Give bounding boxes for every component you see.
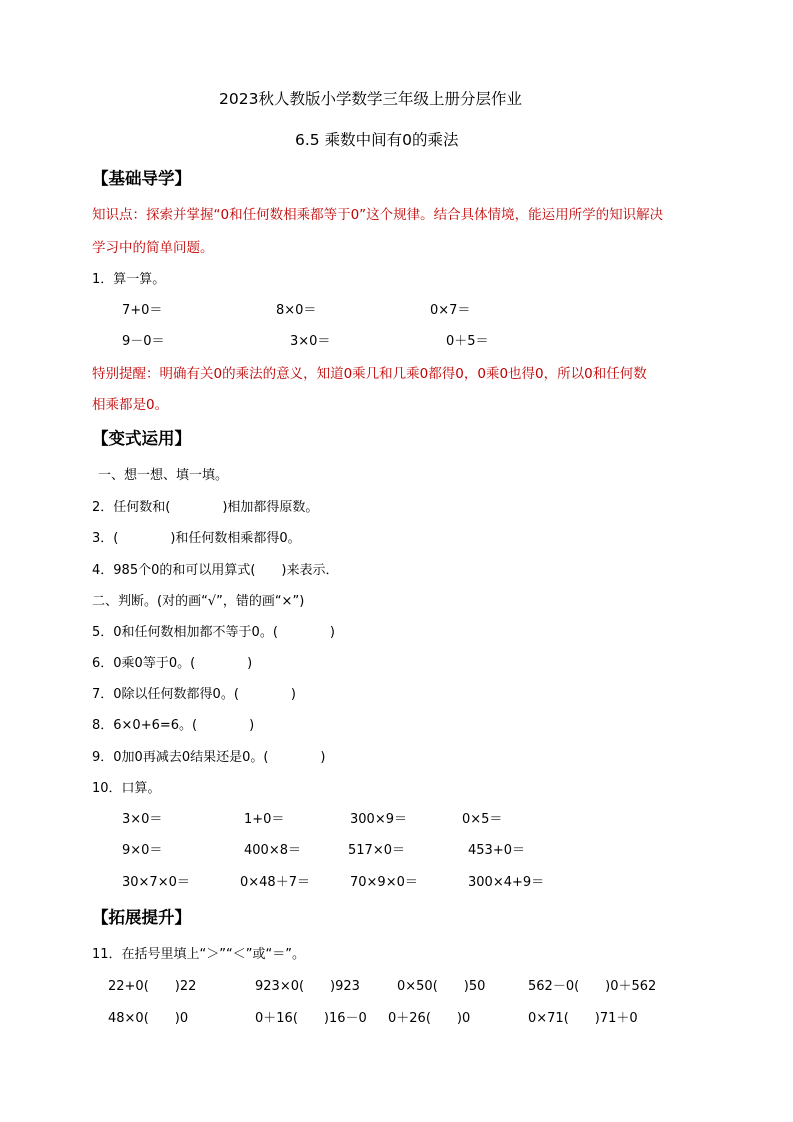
part-1-heading: 一、想一想、填一填。 — [98, 468, 229, 483]
section-heading-extension: 【拓展提升】 — [92, 908, 191, 927]
q10-item: 517×0＝ — [348, 843, 405, 858]
question-3: 3．( )和任何数相乘都得0。 — [92, 531, 301, 546]
q11-item: 562－0( )0＋562 — [528, 979, 657, 994]
question-8: 8．6×0+6=6。( ) — [92, 718, 255, 733]
q10-item: 453+0＝ — [468, 843, 525, 858]
q1-item: 0＋5＝ — [446, 334, 489, 349]
question-1: 1．算一算。 — [92, 272, 166, 287]
special-tip-line-1: 特别提醒：明确有关0的乘法的意义，知道0乘几和几乘0都得0，0乘0也得0，所以0和任何数 — [92, 366, 647, 382]
q1-item: 0×7＝ — [430, 303, 471, 318]
q10-item: 70×9×0＝ — [350, 875, 418, 890]
question-9: 9．0加0再减去0结果还是0。( ) — [92, 750, 326, 765]
q11-item: 0＋16( )16－0 — [255, 1011, 367, 1026]
q10-item: 1+0＝ — [244, 812, 285, 827]
q10-item: 3×0＝ — [122, 812, 163, 827]
question-5: 5．0和任何数相加都不等于0。( ) — [92, 625, 335, 640]
q11-item: 0＋26( )0 — [388, 1011, 471, 1026]
q10-item: 300×9＝ — [350, 812, 407, 827]
document-title: 2023秋人教版小学数学三年级上册分层作业 — [219, 90, 522, 108]
q10-item: 400×8＝ — [244, 843, 301, 858]
q1-item: 3×0＝ — [290, 334, 331, 349]
q11-item: 0×50( )50 — [397, 979, 486, 994]
q11-item: 923×0( )923 — [255, 979, 360, 994]
q11-item: 22+0( )22 — [108, 979, 197, 994]
q11-item: 48×0( )0 — [108, 1011, 189, 1026]
q1-item: 8×0＝ — [276, 303, 317, 318]
question-7: 7．0除以任何数都得0。( ) — [92, 687, 296, 702]
lesson-subtitle: 6.5 乘数中间有0的乘法 — [295, 131, 459, 149]
section-heading-basics: 【基础导学】 — [92, 169, 191, 188]
q1-item: 7+0＝ — [122, 303, 163, 318]
knowledge-point-line-1: 知识点：探索并掌握“0和任何数相乘都等于0”这个规律。结合具体情境，能运用所学的知识解决 — [92, 207, 664, 223]
special-tip-line-2: 相乘都是0。 — [92, 397, 169, 413]
question-6: 6．0乘0等于0。( ) — [92, 656, 253, 671]
question-11: 11．在括号里填上“＞”“＜”或“＝”。 — [92, 947, 305, 962]
q1-item: 9－0＝ — [122, 334, 165, 349]
question-4: 4．985个0的和可以用算式( )来表示． — [92, 563, 339, 578]
q10-item: 0×48＋7＝ — [240, 875, 310, 890]
part-2-heading: 二、判断。(对的画“√”，错的画“×”) — [92, 594, 305, 609]
question-2: 2．任何数和( )相加都得原数。 — [92, 500, 319, 515]
knowledge-point-line-2: 学习中的简单问题。 — [92, 240, 214, 256]
q11-item: 0×71( )71＋0 — [528, 1011, 638, 1026]
q10-item: 9×0＝ — [122, 843, 163, 858]
section-heading-practice: 【变式运用】 — [92, 429, 191, 448]
q10-item: 30×7×0＝ — [122, 875, 190, 890]
question-10: 10．口算。 — [92, 781, 161, 796]
q10-item: 0×5＝ — [462, 812, 503, 827]
q10-item: 300×4+9＝ — [468, 875, 545, 890]
